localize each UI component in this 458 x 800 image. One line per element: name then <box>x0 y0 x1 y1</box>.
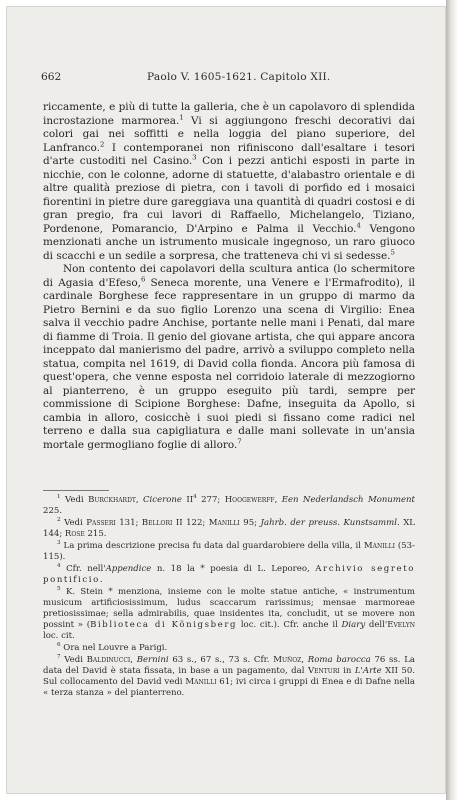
text-run: . <box>99 574 103 585</box>
text-run: Vedi <box>60 654 87 665</box>
author-name: Manilli <box>208 517 240 528</box>
text-run: 63 s., 67 s., 73 s. Cfr. <box>168 654 274 665</box>
footnote <box>43 541 415 563</box>
author-name: Passeri <box>86 517 116 528</box>
text-run: riccamente, e più di tutte la galleria, che è un capolavoro di splendida incrostazione marmorea. <box>43 101 415 127</box>
footnotes <box>43 495 415 700</box>
footnote <box>43 643 415 654</box>
italic-title: L'Arte <box>354 666 382 677</box>
note-ref: 2 <box>99 140 105 149</box>
text-run: (53-115). <box>43 540 415 563</box>
text-run: dell' <box>365 620 388 631</box>
italic-title: Cicerone <box>143 495 182 505</box>
footnote-separator <box>43 490 109 491</box>
text-run: K. Stein * menziona, insieme con le molte statue antiche, « instrumentum musicum artificiosissimum, ludus scaccarum rarissimus; mensae marmoreae pretiosissimae; sella admirabilis, quae insidentes ita, concludit, ut se movere non possint » ( <box>43 586 415 631</box>
text-run: Non contento dei capolavori della scultura antica (lo schermitore di Agasia d'Efeso, <box>43 263 415 289</box>
footnote <box>43 655 415 700</box>
note-ref: 7 <box>57 654 61 660</box>
text-run: , <box>301 654 308 665</box>
note-ref: 1 <box>179 113 184 122</box>
text-run: 131; <box>115 517 142 528</box>
main-text <box>43 101 415 452</box>
author-name: Hoogewerff <box>224 495 275 505</box>
italic-title: Bernini <box>136 654 169 665</box>
author-name: Muñoz <box>273 654 302 665</box>
spaced-text: Biblioteca di Königsberg <box>90 620 238 631</box>
text-run: Vi si aggiungono freschi decorativi dai colori gai nei soffitti e nella loggia del piano superiore, del Lanfranco. <box>43 114 415 154</box>
text-run: I contemporanei non rifiniscono dall'esaltare i tesori d'arte custoditi nel Casino. <box>43 141 415 167</box>
text-run: , <box>130 654 137 665</box>
text-run: Cfr. nell' <box>60 563 106 574</box>
note-ref: 5 <box>57 585 61 592</box>
text-run: Vedi <box>60 517 87 528</box>
italic-title: Diary <box>341 620 366 631</box>
page-number: 662 <box>41 71 62 83</box>
italic-title: Appendice <box>105 563 152 574</box>
text-run: XL 144; <box>43 517 415 540</box>
note-ref: 1 <box>57 494 61 501</box>
text-run: , <box>274 495 282 505</box>
page-edge-shadow <box>446 0 458 800</box>
text-run: Seneca morente, una Venere e l'Ermafrodito), il cardinale Borghese fece rappresentare in un gruppo di marmo da Pietro Bernini e da suo figlio Lorenzo una scena di Virgilio: Enea salva il vecchio padre Anchise, portante nelle mani i Penati, dal mare di fiamme di Troia. Il genio del giovane artista, che qui appare ancora inceppato dal manierismo del padre, arrivò a sviluppo completo nella statua, compita nel 1619, di David colla fionda. Ancora più famosa di quest'opera, che venne esposta nel corridoio laterale di mezzogiorno al pianterreno, è un gruppo eseguito più tardi, sempre per commissione di Scipione Borghese: Dafne, inseguita da Apollo, si cambia in alloro, cosicchè i suoi piedi si fissano come radici nel terreno e dalla sua capigliatura e dalle mani sollevate in un'ansia mortale germogliano foglie di alloro. <box>43 276 415 451</box>
note-ref: 4 <box>193 494 197 501</box>
text-run: 61; ivi circa i gruppi di Enea e di Dafne nella « terza stanza » del pianterreno. <box>43 677 416 699</box>
text-run: Vengono menzionati anche un istrumento musicale ingegnoso, un raro giuoco di scacchi e un sedile a sorpresa, che tratteneva chi vi si sedesse. <box>43 222 415 262</box>
italic-title: Jahrb. der preuss. Kunstsamml. <box>260 517 400 528</box>
text-run: II 122; <box>172 517 209 528</box>
note-ref: 6 <box>57 642 61 649</box>
author-name: Bellori <box>141 517 173 528</box>
note-ref: 3 <box>192 153 197 162</box>
text-run: 277; <box>196 495 225 505</box>
spaced-text: Archivio segreto pontificio <box>43 563 415 585</box>
author-name: Evelyn <box>387 620 415 631</box>
italic-title: Roma barocca <box>307 654 371 665</box>
author-name: Rose <box>64 529 85 540</box>
author-name: Manilli <box>363 540 395 551</box>
author-name: Baldinucci <box>86 654 131 665</box>
text-run: Vedi <box>60 495 89 505</box>
note-ref: 6 <box>140 275 146 284</box>
body-paragraph <box>43 101 415 263</box>
note-ref: 4 <box>356 221 361 230</box>
note-ref: 3 <box>57 539 61 546</box>
running-title: Paolo V. 1605-1621. Capitolo XII. <box>147 71 331 83</box>
note-ref: 5 <box>390 248 395 257</box>
text-run: XII 50. Sul collocamento del David vedi <box>43 666 416 688</box>
text-run: Con i pezzi antichi esposti in parte in nicchie, con le colonne, adorne di statuette, d'alabastro orientale e di altre qualità preziose di pietra, con i tavoli di porfido ed i mosaici fiorentini in pietre dure gareggiava una quantità di quadri costosi e di gran pregio, fra cui lavori di Raffaello, Michelangelo, Tiziano, Pordenone, Pomarancio, D'Arpino e Palma il Vecchio. <box>43 155 415 235</box>
text-run: 76 ss. La data del David è stata fissata, in base a un pagamento, dal <box>43 654 415 677</box>
text-run: 225. <box>43 506 63 517</box>
page-header <box>41 71 415 87</box>
text-run: Ora nel Louvre a Parigi. <box>60 643 168 654</box>
book-page <box>6 6 446 794</box>
text-run: loc. cit. <box>43 631 75 642</box>
text-run: loc. cit.). Cfr. anche il <box>237 620 342 631</box>
footnote <box>43 587 415 643</box>
author-name: Venturi <box>307 666 340 677</box>
italic-title: Een Nederlandsch Monument <box>281 495 415 505</box>
text-run: in <box>339 666 355 677</box>
footnote <box>43 564 415 586</box>
text-run: , <box>135 495 144 505</box>
text-run: 95; <box>239 517 261 528</box>
footnote <box>43 518 415 540</box>
text-run: n. 18 la * poesia di L. Leporeo, <box>151 563 316 574</box>
note-ref: 7 <box>237 437 242 446</box>
text-run: II <box>181 495 194 505</box>
note-ref: 2 <box>57 517 61 524</box>
author-name: Manilli <box>185 677 217 688</box>
note-ref: 4 <box>57 562 61 569</box>
body-paragraph <box>43 263 415 452</box>
footnote <box>43 495 415 517</box>
text-run: La prima descrizione precisa fu data dal guardarobiere della villa, il <box>60 540 364 551</box>
author-name: Burckhardt <box>88 495 136 505</box>
text-run: 215. <box>84 529 107 540</box>
